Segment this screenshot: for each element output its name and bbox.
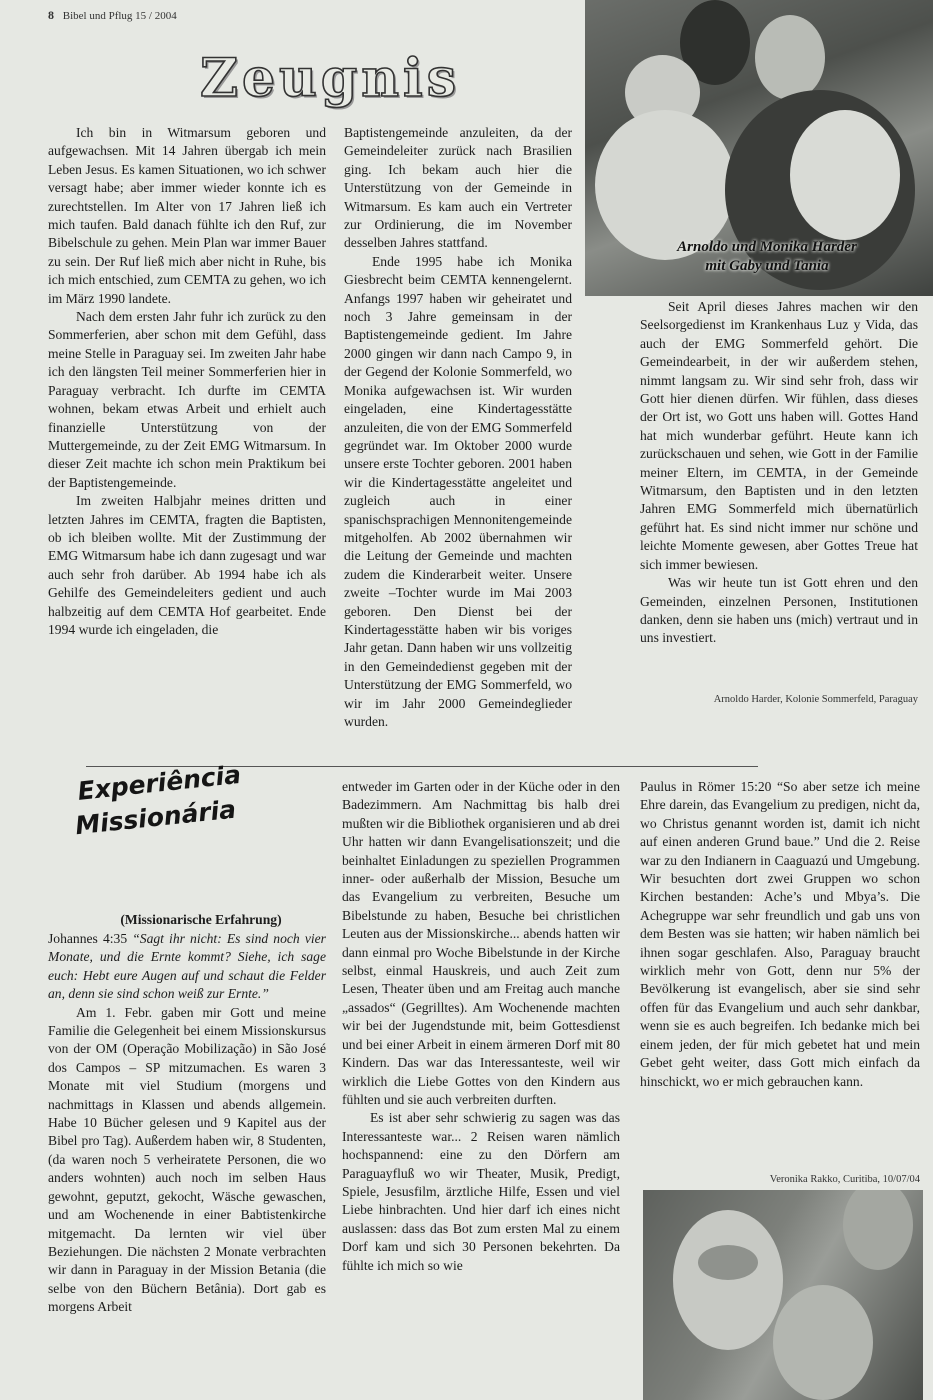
photo-caption: Arnoldo und Monika Harder mit Gaby und Tania	[677, 239, 857, 274]
paragraph: entweder im Garten oder in der Küche oder in den Badezimmern. Am Nachmittag bis halb drei mußten wir die Bibliothek organisieren und ab drei Uhr hatten wir dann Evangelisationszeit; und die beinhaltet Einladungen zu speziellen Programmen inner- oder außerhalb der Mission, Besuche um das Evangelium zu verbreiten, Besuche um Bibelstunde zu haben, Besuche bei christlichen Leuten aus der Missionskirche... abends hatten wir dann einmal pro Woche Bibelstunde in der Kirche selbst, einmal Hauskreis, und auch Zeit zum Lesen, Theater üben und am Freitag auch manche „assados“ (Gegrilltes). Am Wochenende machten wir bei der Jugendstunde mit, beim Gottesdienst und bei einer Arbeit in einem ärmeren Dorf mit 80 Kindern. Das war das Interessanteste, weil wir wirklich die Liebe Gottes von den Kindern aus fühlten und sie auch verbreiten durften.	[342, 779, 620, 1107]
paragraph: Am 1. Febr. gaben mir Gott und meine Familie die Gelegenheit bei einem Missionskursus von der OM (Operação Mobilização) in São José dos Campos – SP mitzumachen. Es waren 3 Monate mit viel Studium (morgens und nachmittags in Klassen und abends allgemein. Habe 10 Bücher gelesen und 9 Kapitel aus der Bibel pro Tag). Außerdem haben wir, 8 Studenten, (da waren noch 5 verheiratete Personen, die wo anders wohnten) auch noch im selben Haus gewohnt, geputzt, gekocht, Wäsche gewaschen, und am Wochenende in einer Babtistenkirche mitgemacht. Da lernten wir viel über Beziehungen. Die nächsten 2 Monate verbrachten wir dann in Paraguay in der Mission Betania (die selbe von den Büchern Betânia). Dort gab es morgens Arbeit	[48, 1004, 326, 1315]
page-number: 8	[48, 8, 54, 22]
article1-column-1	[48, 124, 326, 639]
paragraph: Was wir heute tun ist Gott ehren und den Gemeinden, einzelnen Personen, Institutionen danken, denn sie haben uns (mich) vertraut und in uns investiert.	[640, 575, 918, 646]
article1-column-3	[640, 298, 918, 648]
paragraph: Im zweiten Halbjahr meines dritten und letzten Jahres im CEMTA, fragten die Baptisten, ob ich bleiben wollte. Mit der Zustimmung der EMG Witmarsum habe ich dann zugesagt und war auch sehr froh darüber. Ab 1994 habe ich als Gehilfe des Gemeindeleiters gedient und auch halbzeitig auf dem CEMTA Hof gearbeitet. Ende 1994 wurde ich eingeladen, die	[48, 493, 326, 637]
verse-reference: Johannes 4:35	[48, 931, 133, 946]
family-photo	[585, 0, 933, 296]
paragraph: Baptistengemeinde anzuleiten, da der Gemeindeleiter zurück nach Brasilien ging. Ich bekam auch hier die Unterstützung von der Gemeinde in Witmarsum. Es kam auch ein Vertreter zur Ordinierung, die im November desselben Jahres stattfand.	[344, 125, 572, 251]
article2-column-1	[48, 930, 326, 1317]
article2-column-3	[640, 778, 920, 1091]
page-header	[48, 8, 177, 23]
article2-column-2	[342, 778, 620, 1275]
paragraph: Paulus in Römer 15:20 “So aber setze ich meine Ehre darein, das Evangelium zu predigen, nicht da, wo Christus genannt worden ist, damit ich nicht auf einen anderen Grund baue.” Und die 2. Reise war zu den Indianern in Caaguazú und Umgebung. Wir besuchten dort zwei Gruppen wo schon Kirchen bestanden: Ache’s und Mbya’s. Die Achegruppe war sehr freundlich und gab uns von dem Besten was sie hatten; wir haben nämlich bei ihnen sogar geschlafen. Also, Paraguay braucht wirklich mehr von Gott, denn nur 5% der Bevölkerung ist evangelisch, aber sie sind sehr offen für das Evangelium und auch sehr dankbar, wenn sie es auch begreifen. Ich bedanke mich bei einem jeden, der für mich gebetet hat und mein Gebet geht weiter, dass Gott mich einfach da hinschickt, wo er mich gebrauchen kann.	[640, 779, 920, 1089]
verse-text: “Sagt ihr nicht: Es sind noch vier Monate, und die Ernte kommt? Siehe, ich sage euch: Hebt eure Augen auf und schaut die Felder an, denn sie sind schon weiß zur Ernte.”	[48, 931, 326, 1002]
article-title-experiencia: Experiência Missionária	[73, 759, 243, 841]
article1-column-2-top	[344, 124, 572, 731]
article-title-zeugnis: Zeugnis	[200, 48, 461, 109]
article1-signature: Arnoldo Harder, Kolonie Sommerfeld, Paraguay	[713, 694, 918, 705]
paragraph: Seit April dieses Jahres machen wir den Seelsorgedienst im Krankenhaus Luz y Vida, das auch der EMG Sommerfeld gehört. Die Gemeindearbeit, in der wir außerdem stehen, nimmt langsam zu. Wir sind sehr froh, dass wir Gott hier dienen dürfen. Wir fühlen, dass dieses der Ort ist, wo Gott uns haben will. Gottes Hand hat mich wunderbar geführt. Heute kann ich zurückschauen und sehen, wie Gott in der Familie meiner Eltern, im CEMTA, in der Gemeinde Witmarsum, den Baptisten und in den letzten Jahren EMG Sommerfeld mich übernatürlich geführt hat. Es sind nicht immer nur schöne und leichte Momente gewesen, aber Gottes Treue hat sich immer bewiesen.	[640, 299, 918, 572]
bible-verse	[48, 930, 326, 1004]
mother-child-photo	[643, 1190, 923, 1400]
publication-name: Bibel und Pflug 15 / 2004	[62, 10, 177, 22]
article2-subhead: (Missionarische Erfahrung)	[120, 912, 282, 927]
paragraph: Nach dem ersten Jahr fuhr ich zurück zu den Sommerferien, aber schon mit dem Gefühl, dass meine Stelle in Paraguay sei. Im zweiten Jahr habe ich den längsten Teil meiner Sommerferien hier in Paraguay verbracht. Ich durfte im CEMTA wohnen, bekam etwas Arbeit und erhielt auch finanzielle Unterstützung von der Muttergemeinde, zu der Zeit EMG Witmarsum. In dieser Zeit machte ich schon mein Praktikum bei der Baptistengemeinde.	[48, 309, 326, 490]
paragraph: Es ist aber sehr schwierig zu sagen was das Interessanteste war... 2 Reisen waren nämlich hochspannend: eine zu den Dörfern am Paraguayfluß wo wir Theater, Musik, Predigt, Spiele, Jesusfilm, ärztliche Hilfe, Essen und viel Liebe hinbrachten. Und hier darf ich eines nicht auslassen: dass das Bot zum ersten Mal zu einem Dorf kam und sich 30 Personen bekehrten. Da fühlte ich mich so wie	[342, 1110, 620, 1273]
article2-signature: Veronika Rakko, Curitiba, 10/07/04	[769, 1174, 920, 1185]
paragraph: Ich bin in Witmarsum geboren und aufgewachsen. Mit 14 Jahren übergab ich mein Leben Jesus. Es kamen Situationen, wo ich schwer versagt habe; aber immer wieder konnte ich es zurechtstellen. Im Alter von 17 Jahren ließ ich mich taufen. Bald danach fühlte ich den Ruf, zur Bibelschule zu gehen. Mein Plan war immer Bauer zu sein. Der Ruf ließ mich aber nicht in Ruhe, bis ich mich entschied, zum CEMTA zu gehen, wo ich im März 1990 landete.	[48, 125, 326, 306]
paragraph: Ende 1995 habe ich Monika Giesbrecht beim CEMTA kennengelernt. Anfangs 1997 haben wir geheiratet und noch 3 Jahre gemeinsam in der Baptistengemeinde gedient. Im Jahre 2000 gingen wir dann nach Campo 9, in der Gegend der Kolonie Sommerfeld, wo Monika aufgewachsen ist. Wir wurden eingeladen, eine Kindertagesstätte anzuleiten, die von der EMG Sommerfeld gegründet war. Im Oktober 2000 wurde unsere erste Tochter geboren. 2001 haben wir die Kindertagesstätte angeleitet und zugleich auch in einer spanischsprachigen Mennonitengemeinde mitgeholfen. Ab 2002 übernahmen wir die Leitung der Gemeinde und machten zudem die Kinderarbeit weiter. Unsere zweite –Tochter wurde im Mai 2003 geboren. Den Dienst bei der Kindertagesstätte haben wir bis voriges Jahr getan. Dann haben wir uns vollzeitig in den Gemeindedienst gegeben mit der Unterstützung der EMG Sommerfeld, wo wir im Jahr 2000 Gemeindeglieder wurden.	[344, 253, 573, 729]
